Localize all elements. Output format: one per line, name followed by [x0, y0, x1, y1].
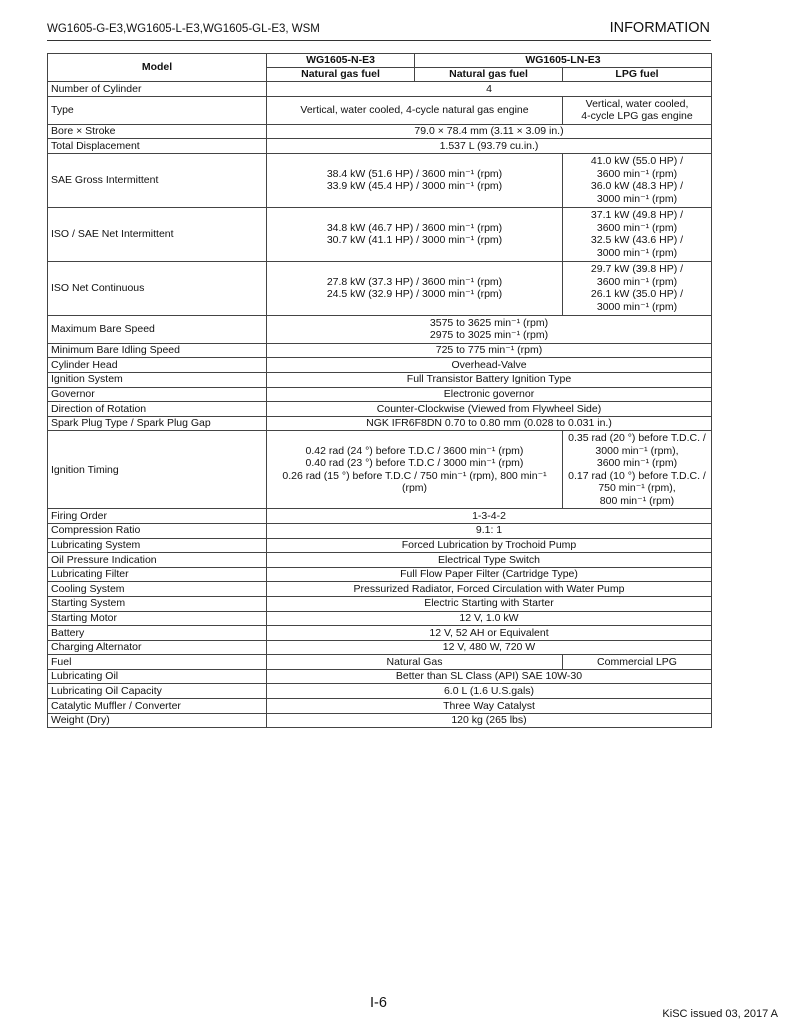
- table-row: [48, 596, 712, 611]
- row-value: 79.0 × 78.4 mm (3.11 × 3.09 in.): [267, 124, 712, 139]
- spec-table: [47, 53, 712, 728]
- row-label: Direction of Rotation: [48, 402, 267, 417]
- row-value-lpg: 41.0 kW (55.0 HP) / 3600 min⁻¹ (rpm) 36.0 kW (48.3 HP) / 3000 min⁻¹ (rpm): [563, 153, 712, 207]
- row-label: Type: [48, 96, 267, 124]
- row-label: Maximum Bare Speed: [48, 315, 267, 343]
- table-row: [48, 124, 712, 139]
- table-header-row: [48, 54, 712, 68]
- row-label: Ignition System: [48, 372, 267, 387]
- row-value: 12 V, 480 W, 720 W: [267, 640, 712, 655]
- table-row: [48, 582, 712, 597]
- table-row: [48, 402, 712, 417]
- row-label: Lubricating Filter: [48, 567, 267, 582]
- fuel-lpg-header: LPG fuel: [563, 68, 712, 82]
- table-row: [48, 416, 712, 431]
- row-value: Pressurized Radiator, Forced Circulation with Water Pump: [267, 582, 712, 597]
- table-row: [48, 82, 712, 97]
- table-row: [48, 153, 712, 207]
- row-value: Counter-Clockwise (Viewed from Flywheel Side): [267, 402, 712, 417]
- row-label: ISO Net Continuous: [48, 261, 267, 315]
- table-row: [48, 538, 712, 553]
- fuel-ng-header-1: Natural gas fuel: [267, 68, 415, 82]
- row-value: Electric Starting with Starter: [267, 596, 712, 611]
- row-value: NGK IFR6F8DN 0.70 to 0.80 mm (0.028 to 0.031 in.): [267, 416, 712, 431]
- table-row: [48, 96, 712, 124]
- row-label: Oil Pressure Indication: [48, 553, 267, 568]
- fuel-ng-header-2: Natural gas fuel: [415, 68, 563, 82]
- table-row: [48, 207, 712, 261]
- row-value-ng: 38.4 kW (51.6 HP) / 3600 min⁻¹ (rpm) 33.9 kW (45.4 HP) / 3000 min⁻¹ (rpm): [267, 153, 563, 207]
- row-value: 725 to 775 min⁻¹ (rpm): [267, 343, 712, 358]
- row-label: Bore × Stroke: [48, 124, 267, 139]
- row-value-lpg: 29.7 kW (39.8 HP) / 3600 min⁻¹ (rpm) 26.1 kW (35.0 HP) / 3000 min⁻¹ (rpm): [563, 261, 712, 315]
- table-row: [48, 358, 712, 373]
- table-row: [48, 139, 712, 154]
- row-label: Lubricating System: [48, 538, 267, 553]
- row-label: Starting Motor: [48, 611, 267, 626]
- row-label: Cooling System: [48, 582, 267, 597]
- row-value: Better than SL Class (API) SAE 10W-30: [267, 669, 712, 684]
- row-label: Lubricating Oil: [48, 669, 267, 684]
- row-label: SAE Gross Intermittent: [48, 153, 267, 207]
- table-row: [48, 372, 712, 387]
- table-row: [48, 431, 712, 509]
- row-value-ng: Vertical, water cooled, 4-cycle natural gas engine: [267, 96, 563, 124]
- table-row: [48, 655, 712, 670]
- row-value-lpg: Vertical, water cooled, 4-cycle LPG gas engine: [563, 96, 712, 124]
- issue-note: KiSC issued 03, 2017 A: [662, 1008, 778, 1020]
- table-row: [48, 509, 712, 524]
- row-label: Fuel: [48, 655, 267, 670]
- header-models: WG1605-G-E3,WG1605-L-E3,WG1605-GL-E3, WSM: [47, 23, 320, 35]
- table-row: [48, 713, 712, 728]
- header-section-title: INFORMATION: [609, 20, 710, 36]
- row-label: Number of Cylinder: [48, 82, 267, 97]
- row-label: Weight (Dry): [48, 713, 267, 728]
- table-row: [48, 387, 712, 402]
- row-label: Governor: [48, 387, 267, 402]
- row-label: Lubricating Oil Capacity: [48, 684, 267, 699]
- row-label: Catalytic Muffler / Converter: [48, 699, 267, 714]
- table-row: [48, 261, 712, 315]
- row-value: Full Transistor Battery Ignition Type: [267, 372, 712, 387]
- row-value-lpg: 0.35 rad (20 °) before T.D.C. / 3000 min⁻¹ (rpm), 3600 min⁻¹ (rpm) 0.17 rad (10 °) before T.D.C. / 750 min⁻¹ (rpm), 800 min⁻¹ (rpm): [563, 431, 712, 509]
- model-ln-header: WG1605-LN-E3: [415, 54, 712, 68]
- row-label: Spark Plug Type / Spark Plug Gap: [48, 416, 267, 431]
- model-n-header: WG1605-N-E3: [267, 54, 415, 68]
- row-value: 1-3-4-2: [267, 509, 712, 524]
- row-value-ng: 34.8 kW (46.7 HP) / 3600 min⁻¹ (rpm) 30.7 kW (41.1 HP) / 3000 min⁻¹ (rpm): [267, 207, 563, 261]
- table-row: [48, 343, 712, 358]
- row-label: Minimum Bare Idling Speed: [48, 343, 267, 358]
- row-value: 4: [267, 82, 712, 97]
- header-rule: [47, 40, 711, 41]
- row-label: ISO / SAE Net Intermittent: [48, 207, 267, 261]
- row-value: Forced Lubrication by Trochoid Pump: [267, 538, 712, 553]
- row-value: 12 V, 1.0 kW: [267, 611, 712, 626]
- row-value-ng: 27.8 kW (37.3 HP) / 3600 min⁻¹ (rpm) 24.5 kW (32.9 HP) / 3000 min⁻¹ (rpm): [267, 261, 563, 315]
- row-value: Electrical Type Switch: [267, 553, 712, 568]
- table-row: [48, 315, 712, 343]
- row-value: Overhead-Valve: [267, 358, 712, 373]
- page-number: I-6: [370, 995, 387, 1011]
- row-value: 12 V, 52 AH or Equivalent: [267, 626, 712, 641]
- table-row: [48, 626, 712, 641]
- row-value: 9.1: 1: [267, 523, 712, 538]
- row-label: Charging Alternator: [48, 640, 267, 655]
- table-row: [48, 669, 712, 684]
- table-row: [48, 567, 712, 582]
- row-label: Firing Order: [48, 509, 267, 524]
- row-label: Battery: [48, 626, 267, 641]
- table-row: [48, 640, 712, 655]
- row-value-ng: 0.42 rad (24 °) before T.D.C / 3600 min⁻¹ (rpm) 0.40 rad (23 °) before T.D.C / 3000 min⁻¹ (rpm) 0.26 rad (15 °) before T.D.C / 750 min⁻¹ (rpm), 800 min⁻¹ (rpm): [267, 431, 563, 509]
- row-value-ng: Natural Gas: [267, 655, 563, 670]
- row-label: Cylinder Head: [48, 358, 267, 373]
- row-value-lpg: 37.1 kW (49.8 HP) / 3600 min⁻¹ (rpm) 32.5 kW (43.6 HP) / 3000 min⁻¹ (rpm): [563, 207, 712, 261]
- row-label: Compression Ratio: [48, 523, 267, 538]
- row-value: Electronic governor: [267, 387, 712, 402]
- row-label: Starting System: [48, 596, 267, 611]
- row-value: 3575 to 3625 min⁻¹ (rpm) 2975 to 3025 min⁻¹ (rpm): [267, 315, 712, 343]
- table-row: [48, 684, 712, 699]
- table-row: [48, 523, 712, 538]
- row-value: Full Flow Paper Filter (Cartridge Type): [267, 567, 712, 582]
- model-header: Model: [48, 54, 267, 82]
- row-value: 120 kg (265 lbs): [267, 713, 712, 728]
- table-row: [48, 553, 712, 568]
- table-row: [48, 699, 712, 714]
- row-value: 1.537 L (93.79 cu.in.): [267, 139, 712, 154]
- row-label: Total Displacement: [48, 139, 267, 154]
- row-value: Three Way Catalyst: [267, 699, 712, 714]
- row-label: Ignition Timing: [48, 431, 267, 509]
- table-row: [48, 611, 712, 626]
- row-value: 6.0 L (1.6 U.S.gals): [267, 684, 712, 699]
- row-value-lpg: Commercial LPG: [563, 655, 712, 670]
